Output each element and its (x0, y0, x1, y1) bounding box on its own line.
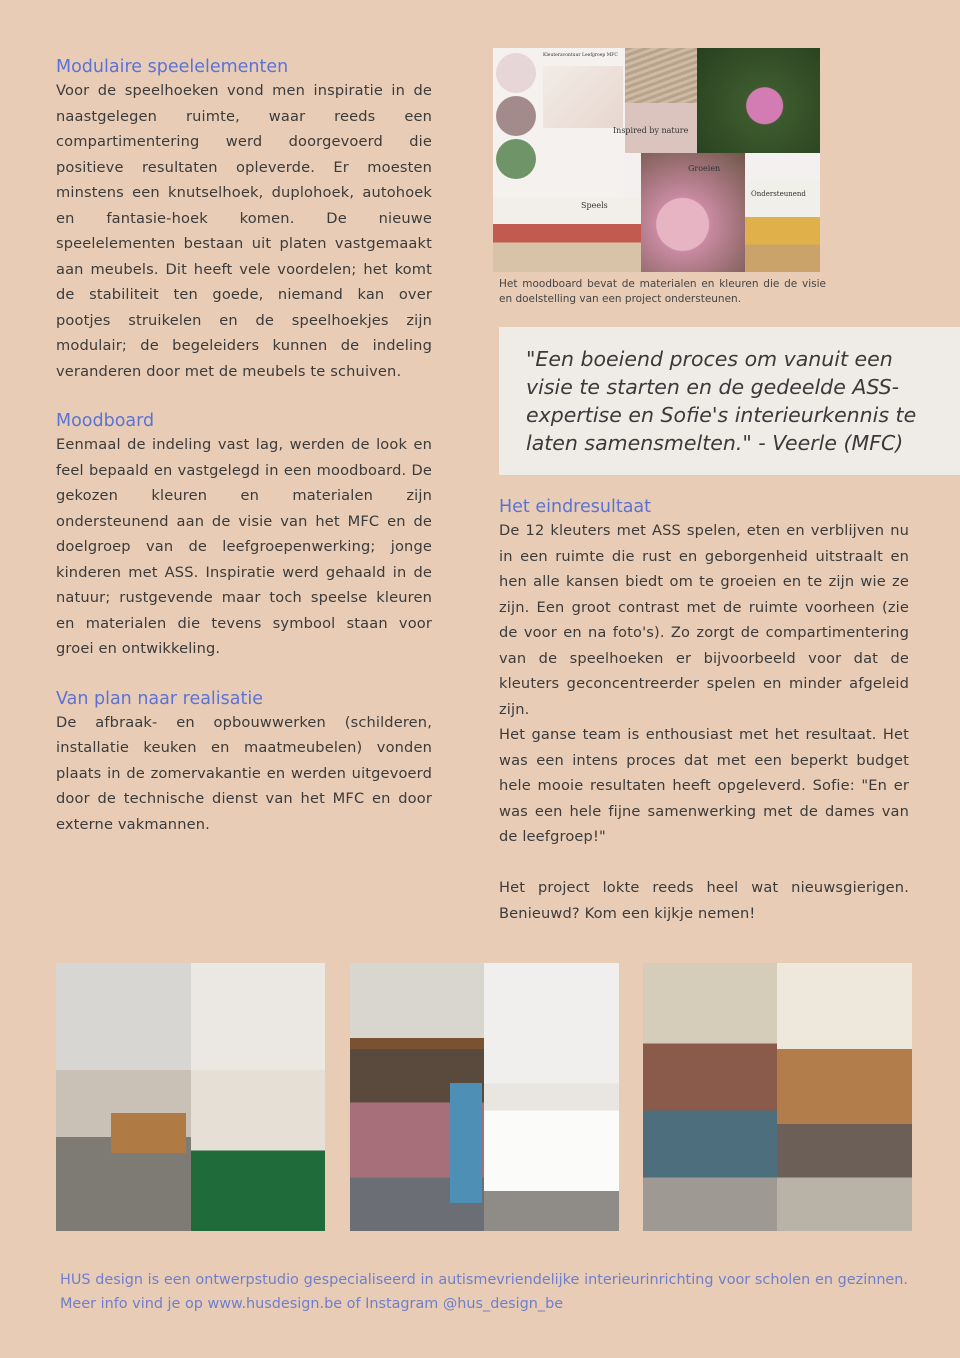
label-speels: Speels (581, 201, 608, 210)
section-body: De afbraak- en opbouwwerken (schilderen, installatie keuken en maatmeubelen) vonden plaats in de zomervakantie en werden uitgevoerd door de technische dienst van het MFC en door externe vakmannen. (56, 713, 432, 833)
moodboard-header: Kleuteravontuur Leefgroep MFC (543, 53, 618, 58)
label-groeien: Groeien (688, 164, 721, 173)
color-swatch-pink (496, 53, 536, 93)
left-column (56, 56, 432, 863)
quote-text: "Een boeiend proces om vanuit een visie te starten en de gedeelde ASS-expertise en Sofie's interieurkennis te laten samensmelten." - Veerle (MFC) (526, 347, 917, 455)
children-playing-photo (493, 198, 641, 272)
result-paragraph-1: De 12 kleuters met ASS spelen, eten en verblijven nu in een ruimte die rust en geborgenheid uitstraalt en hen alle kansen biedt om te groeien en te zijn wie ze zijn. Een groot contrast met de ruimte voorheen (zie de voor en na foto's). Zo zorgt de compartimentering van de speelhoeken er bijvoorbeeld voor dat de kleuters geconcentreerder spelen en minder afgeleid zijn. (499, 522, 909, 718)
before-after-photo-kitchen (350, 963, 619, 1231)
before-after-photo-playcorner (56, 963, 325, 1231)
section-heading: Van plan naar realisatie (56, 688, 263, 709)
blossom-photo (543, 66, 623, 128)
label-ondersteunend: Ondersteunend (751, 190, 806, 198)
after-photo (191, 963, 325, 1231)
footer-text: HUS design is een ontwerpstudio gespecialiseerd in autismevriendelijke interieurinrichting voor scholen en gezinnen. Meer info vind je op www.husdesign.be of Instagram @hus_design_be (60, 1272, 908, 1312)
grass-texture (625, 48, 697, 103)
section-body: Voor de speelhoeken vond men inspiratie in de naastgelegen ruimte, waar reeds een compartimentering werd doorgevoerd die positieve resultaten opleverde. Er moesten minstens een knutselhoek, duplohoek, autohoek en fantasie-hoek komen. De nieuwe speelelementen bestaan uit platen vastgemaakt aan meubels. Dit heeft vele voordelen; het komt de stabiliteit ten goede, niemand kan over pootjes struikelen en de speelhoekjes zijn modulair; de begeleiders kunnen de indeling veranderen door met de meubels te schuiven. (56, 82, 432, 380)
section-heading: Moodboard (56, 411, 155, 431)
result-paragraph-3: Het project lokte reeds heel wat nieuwsgierigen. Benieuwd? Kom een kijkje nemen! (499, 879, 909, 922)
section-heading: Modulaire speelelementen (56, 57, 289, 77)
quote-box (499, 327, 960, 475)
table-shape (111, 1113, 186, 1153)
section-body: Eenmaal de indeling vast lag, werden de look en feel bepaald en vastgelegd in een moodboard. De gekozen kleuren en materialen zijn ondersteunend aan de visie van het MFC en de doelgroep van de leefgroepenwerking; jonge kinderen met ASS. Inspiratie werd gehaald in de natuur; rustgevende maar toch speelse kleuren en materialen die tevens symbool staan voor groei en ontwikkeling. (56, 436, 432, 657)
before-photo (643, 963, 777, 1231)
before-after-photo-living (643, 963, 912, 1231)
before-photo (56, 963, 191, 1231)
section-moodboard (56, 410, 432, 662)
color-swatch-mauve (496, 96, 536, 136)
blue-panel (450, 1083, 482, 1203)
right-column (499, 496, 909, 926)
after-photo (777, 963, 912, 1231)
section-realisatie (56, 688, 432, 838)
result-paragraph-2: Het ganse team is enthousiast met het resultaat. Het was een intens proces dat met een beperkt budget hele mooie resultaten heeft opgeleverd. Sofie: "En er was een hele fijne samenwerking met de dames van de leefgroep!" (499, 726, 909, 845)
moodboard-caption: Het moodboard bevat de materialen en kleuren die de visie en doelstelling van een project ondersteunen. (499, 278, 826, 305)
tulip-photo (697, 48, 820, 153)
color-swatch-green (496, 139, 536, 179)
label-nature: Inspired by nature (613, 126, 689, 135)
section-modulaire (56, 56, 432, 384)
moodboard-image (493, 48, 820, 272)
after-photo (484, 963, 619, 1231)
section-heading: Het eindresultaat (499, 497, 651, 517)
